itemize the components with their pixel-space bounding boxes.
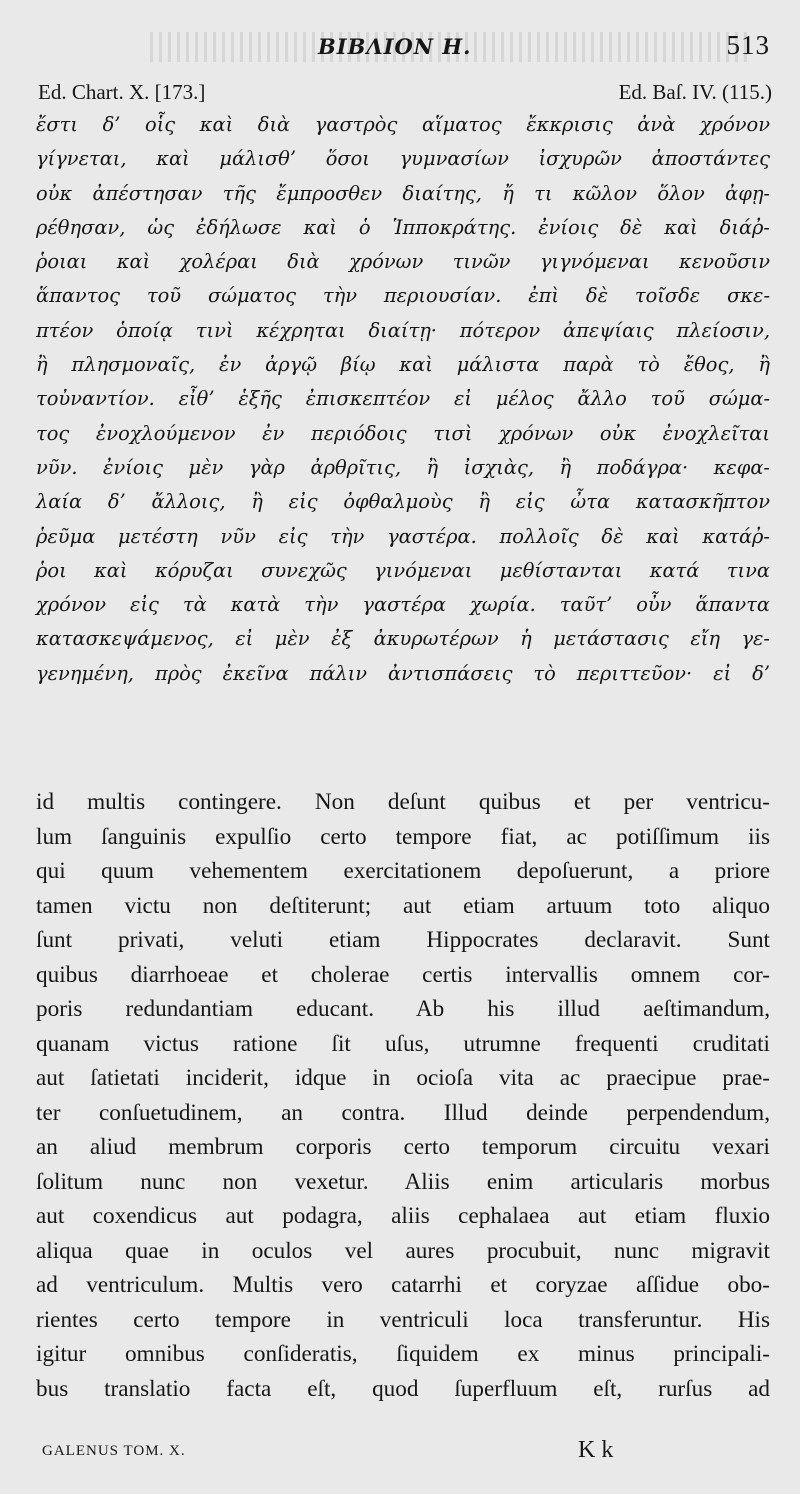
latin-line: quanam victus ratione ſit uſus, utrumne frequenti cruditati xyxy=(36,1030,770,1057)
greek-line: πτέον ὁποίᾳ τινὶ κέχρηται διαίτῃ· πότερον ἀπεψίαις πλείοσιν, xyxy=(36,318,770,342)
latin-line: lum ſanguinis expulſio certo tempore fiat, ac potiſſimum iis xyxy=(36,823,770,850)
page-footer xyxy=(42,1437,742,1471)
greek-line: ρέθησαν, ὡς ἐδήλωσε καὶ ὁ Ἱπποκράτης. ἐνίοις δὲ καὶ διάῤ- xyxy=(36,215,770,239)
latin-text-block xyxy=(36,785,770,1406)
greek-line: ῥοι καὶ κόρυζαι συνεχῶς γινόμεναι μεθίστανται κατά τινα xyxy=(36,558,770,582)
latin-line: quibus diarrhoeae et cholerae certis intervallis omnem cor- xyxy=(36,961,770,988)
greek-line: ἔστι δ’ οἷς καὶ διὰ γαστρὸς αἵματος ἔκκρισις ἀνὰ χρόνον xyxy=(36,113,770,136)
greek-line: ῥεῦμα μετέστη νῦν εἰς τὴν γαστέρα. πολλοῖς δὲ καὶ κατάῤ- xyxy=(36,524,770,548)
greek-line: γίγνεται, καὶ μάλισθ’ ὅσοι γυμνασίων ἰσχυρῶν ἀποστάντες xyxy=(36,147,770,171)
latin-line: poris redundantiam educant. Ab his illud aeſtimandum, xyxy=(36,996,770,1022)
greek-line: τος ἐνοχλούμενον ἐν περιόδοις τισὶ χρόνων οὐκ ἐνοχλεῖται xyxy=(36,421,770,445)
latin-line: igitur omnibus conſideratis, ſiquidem ex minus principali- xyxy=(36,1341,770,1367)
greek-text-block xyxy=(36,108,770,691)
greek-line: γενημένη, πρὸς ἐκεῖνα πάλιν ἀντισπάσεις τὸ περιττεῦον· εἰ δ’ xyxy=(36,661,770,685)
greek-line: τοὐναντίον. εἶθ’ ἑξῆς ἐπισκεπτέον εἰ μέλος ἄλλο τοῦ σώμα- xyxy=(36,387,770,411)
greek-line: ἢ πλησμοναῖς, ἐν ἀργῷ βίῳ καὶ μάλιστα παρὰ τὸ ἔθος, ἢ xyxy=(36,353,770,377)
greek-line: οὐκ ἀπέστησαν τῆς ἔμπροσθεν διαίτης, ἤ τι κῶλον ὅλον ἀφῃ- xyxy=(36,181,770,205)
greek-line: ῥοιαι καὶ χολέραι διὰ χρόνων τινῶν γιγνόμεναι κενοῦσιν xyxy=(36,250,770,274)
printer-signature: GALENUS TOM. X. xyxy=(42,1443,186,1459)
page-number: 513 xyxy=(726,30,770,60)
greek-line: ἅπαντος τοῦ σώματος τὴν περιουσίαν. ἐπὶ δὲ τοῖσδε σκε- xyxy=(36,284,770,308)
running-title: BIBΛΙΟΝ Η. xyxy=(318,34,472,59)
greek-line: λαία δ’ ἄλλοις, ἢ εἰς ὀφθαλμοὺς ἢ εἰς ὦτα κατασκῆπτον xyxy=(36,490,770,514)
latin-line: aut ſatietati inciderit, idque in ocioſa vita ac praecipue prae- xyxy=(36,1065,770,1091)
edition-references xyxy=(38,80,772,108)
latin-line: tamen victu non deſtiterunt; aut etiam artuum toto aliquo xyxy=(36,892,770,919)
edition-reference-basel: Ed. Baſ. IV. (115.) xyxy=(618,80,772,104)
latin-line: ad ventriculum. Multis vero catarrhi et coryzae aſſidue obo- xyxy=(36,1272,770,1298)
latin-line: ſunt privati, veluti etiam Hippocrates declaravit. Sunt xyxy=(36,927,770,953)
latin-line: qui quum vehementem exercitationem depoſuerunt, a priore xyxy=(36,858,770,884)
edition-reference-chart: Ed. Chart. X. [173.] xyxy=(38,80,206,104)
latin-line: ſolitum nunc non vexetur. Aliis enim articularis morbus xyxy=(36,1168,770,1195)
latin-line: bus translatio facta eſt, quod ſuperfluum eſt, rurſus ad xyxy=(36,1375,770,1402)
latin-line: an aliud membrum corporis certo temporum circuitu vexari xyxy=(36,1134,770,1160)
sheet-mark: K k xyxy=(578,1437,614,1463)
greek-line: χρόνον εἰς τὰ κατὰ τὴν γαστέρα χωρία. ταῦτ’ οὖν ἅπαντα xyxy=(36,593,770,617)
greek-line: κατασκεψάμενος, εἰ μὲν ἐξ ἀκυρωτέρων ἡ μετάστασις εἴη γε- xyxy=(36,627,770,651)
page-header xyxy=(0,30,800,64)
greek-line: νῦν. ἐνίοις μὲν γὰρ ἀρθρῖτις, ἢ ἰσχιὰς, ἢ ποδάγρα· κεφα- xyxy=(36,455,770,479)
latin-line: rientes certo tempore in ventriculi loca transferuntur. His xyxy=(36,1306,770,1333)
latin-line: ter conſuetudinem, an contra. Illud deinde perpendendum, xyxy=(36,1099,770,1126)
latin-line: aut coxendicus aut podagra, aliis cephalaea aut etiam fluxio xyxy=(36,1203,770,1229)
latin-line: aliqua quae in oculos vel aures procubuit, nunc migravit xyxy=(36,1237,770,1264)
latin-line: id multis contingere. Non deſunt quibus et per ventricu- xyxy=(36,789,770,815)
